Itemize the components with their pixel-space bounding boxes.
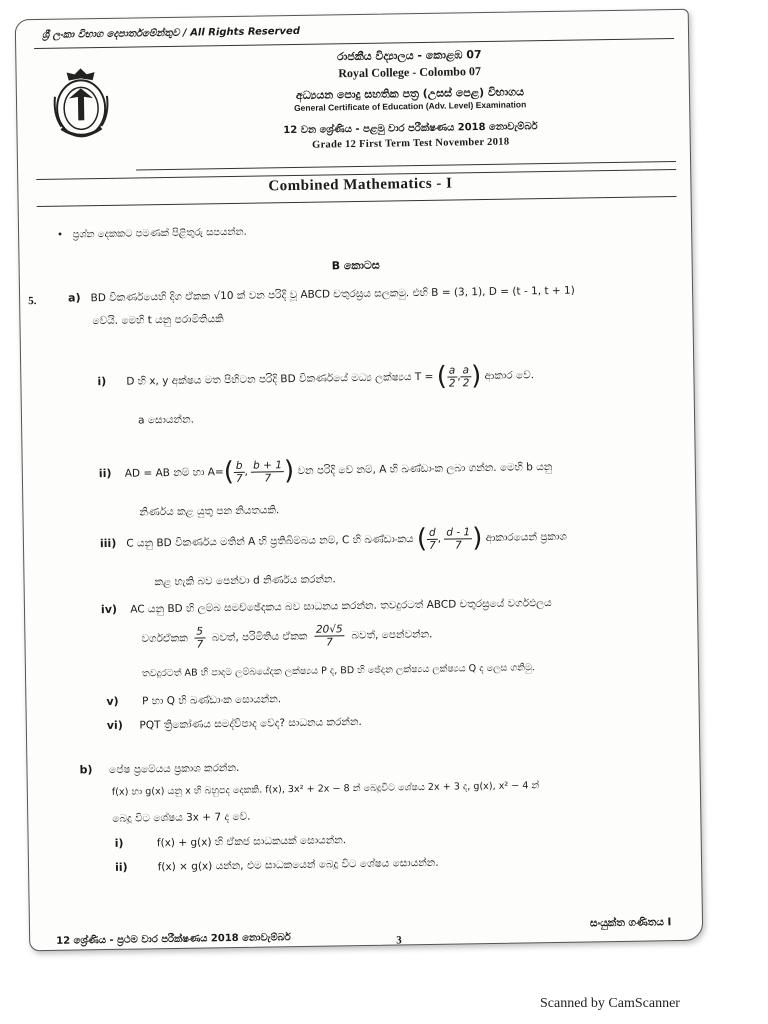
school-name-sinhala: රාජකීය විද්‍යාලය - කොළඹ 07 bbox=[336, 48, 482, 64]
term-english: Grade 12 First Term Test November 2018 bbox=[312, 136, 510, 151]
exam-name-sinhala: අධ්‍යයන පොදු සහතික පත්‍ර (උසස් පෙළ) විභාගය bbox=[295, 85, 525, 102]
term-sinhala: 12 වන ශ්‍රේණිය - පළමු වාර පරීක්ෂණය 2018 නොවැම්බර් bbox=[283, 121, 538, 137]
instruction: • ප්‍රශ්න දෙකකට පමණක් පිළිතුරු සපයන්න. bbox=[57, 226, 247, 241]
page-number: 3 bbox=[396, 934, 402, 947]
section-heading: B කොටස bbox=[331, 258, 380, 273]
part-i-line2: a සොයන්න. bbox=[137, 413, 194, 427]
part-i-line1: i) D හි x, y අක්ෂය මත පිහිටන පරිදි BD විකර්ණයේ මධ්‍ය ලක්ෂ්‍යය T = ( $\frac{a}{2}$ , $\frac{a}{2}$ ) ආකාර වේ. bbox=[97, 361, 535, 392]
header-divider bbox=[136, 161, 676, 170]
part-ii-line1: ii) AD = AB නම් හා A=( $\frac{b}{7}$ , $\frac{b + 1}{7}$ ) වන පරිදි වේ නම්, A හි ඛණ්ඩාංක ලබා ගන්න. මෙහි b යනු bbox=[98, 456, 553, 488]
part-b-line3: බෙදූ විට ශේෂය 3x + 7 ද වේ. bbox=[112, 810, 251, 825]
part-iv-line1: iv) AC යනු BD හි ලම්බ සමච්ඡේදකය බව සාධනය කරන්න. තවදුරටත් ABCD චතුරස්‍රයේ වර්ගඵලය bbox=[100, 596, 552, 617]
part-vi: vi) PQT ත්‍රිකෝණය සමද්විපාද වේද? සාධනය කරන්න. bbox=[106, 715, 362, 732]
part-iii-line2: කළ හැකි බව පෙන්වා d නිර්ණය කරන්න. bbox=[154, 573, 336, 589]
subject-title: Combined Mathematics - I bbox=[268, 175, 453, 195]
part-b-line2: f(x) හා g(x) යනු x හි බහුපද දෙකකි. f(x), 3x² + 2x − 8 න් බෙදූවිට ශේෂය 2x + 3 ද, g(x), x² − 4 න් bbox=[111, 780, 540, 798]
part-v: v) P හා Q හි ඛණ්ඩාංක සොයන්න. bbox=[106, 693, 282, 708]
subject-divider bbox=[37, 196, 677, 207]
exam-paper bbox=[15, 9, 704, 951]
part-a-line2: වේයි. මෙහි t යනු පරාමිතියකි bbox=[92, 313, 224, 328]
school-name: Royal College - Colombo 07 bbox=[338, 64, 482, 81]
part-b-line1: b) පේෂ ප්‍රමේයය ප්‍රකාශ කරන්න. bbox=[79, 761, 240, 777]
part-iv-line3: තවදුරටත් AB හි පාදම ලම්බයේදක ලක්ෂ්‍යය P ද, BD හි ඡේදන ලක්ෂ්‍යය ලක්ෂ්‍යය Q ද ලෙස ගනිමු. bbox=[141, 662, 536, 680]
copyright-note: ශ්‍රී ලංකා විභාග දෙපාර්තමේන්තුව / All Rights Reserved bbox=[41, 25, 301, 41]
exam-header bbox=[34, 38, 676, 180]
exam-name: General Certificate of Education (Adv. Level) Examination bbox=[293, 99, 527, 113]
part-iv-line2: වර්ගඒකක $\frac{5}{7}$ බවත්, පරිමිතිය ඒකක $\frac{20√5}{7}$ බවත්, පෙන්වන්න. bbox=[141, 623, 433, 651]
part-b-ii: ii) f(x) × g(x) යන්න, එම සාධකයෙන් බෙදූ විට ශේෂය සොයන්න. bbox=[114, 856, 439, 874]
part-iii-line1: iii) C යනු BD විකර්ණය මතින් A හි ප්‍රතිබිම්බය නම්, C හි ඛණ්ඩාංකය ( $\frac{d}{7}$ , $\frac{d - 1}{7}$ ) ආකාරයෙන් ප්‍රකාශ bbox=[99, 523, 567, 555]
part-b-i: i) f(x) + g(x) හි ඒකජ සාධකයක් සොයන්න. bbox=[114, 834, 347, 850]
footer-exam-name: 12 ශ්‍රේණිය - ප්‍රථම වාර පරීක්ෂණය 2018 නොවැම්බර් bbox=[56, 932, 291, 947]
footer-subject: සංයුක්ත ගණිතය I bbox=[589, 916, 672, 930]
question-number: 5. bbox=[28, 295, 37, 308]
camscanner-watermark: Scanned by CamScanner bbox=[540, 996, 680, 1011]
part-a-line1: a) BD විකර්ණයෙහි දිග ඒකක √10 ක් වන පරිදි වූ ABCD චතුරස්‍රය සලකමු. එහි B = (3, 1), D = (t - 1, t + 1) bbox=[68, 284, 575, 305]
part-ii-line2: නිර්ණය කළ යුතු පන නියතයකි. bbox=[139, 504, 280, 519]
